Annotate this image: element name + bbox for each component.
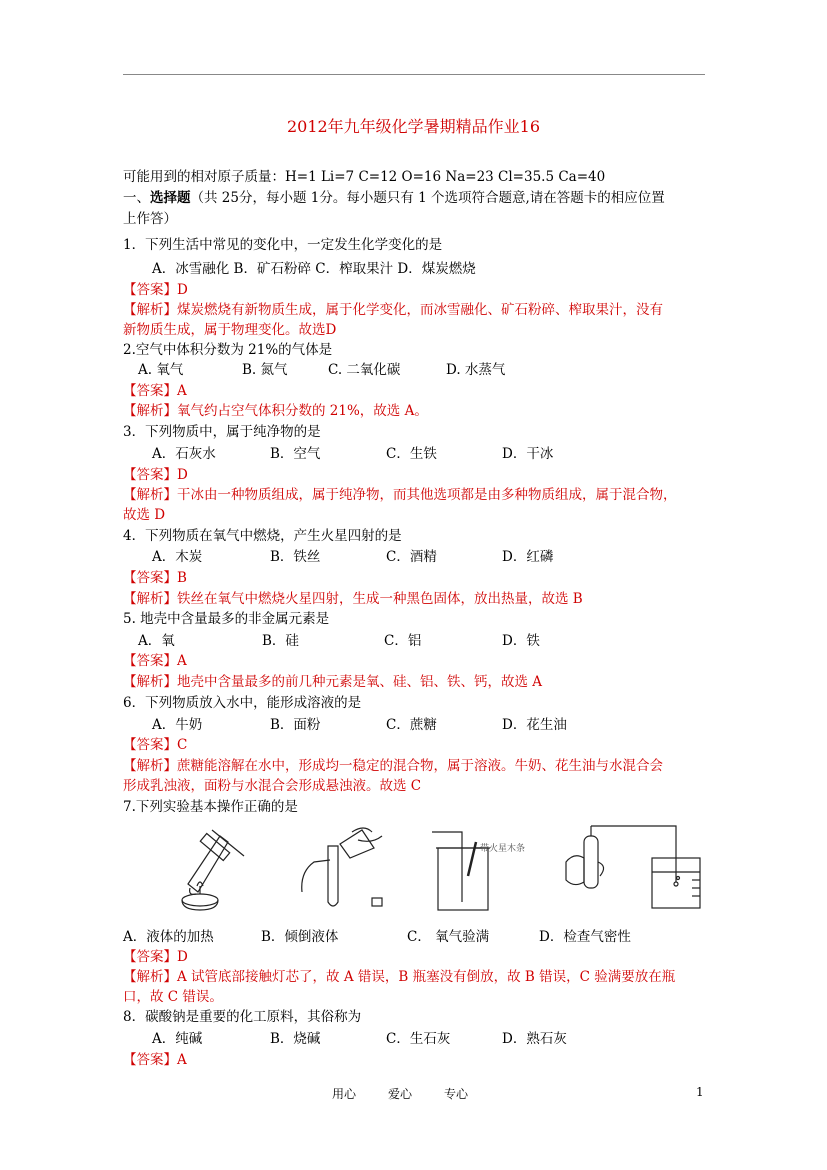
q4-analysis: 【解析】铁丝在氧气中燃烧火星四射，生成一种黑色固体，放出热量，故选 B [123, 591, 583, 607]
q6-analysis-cont: 形成乳浊液，面粉与水混合会形成悬浊液。故选 C [123, 778, 422, 794]
q4-option-b: B．铁丝 [270, 549, 321, 565]
q5-option-d: D．铁 [502, 633, 540, 649]
q7-stem: 7.下列实验基本操作正确的是 [123, 799, 298, 815]
q2-analysis: 【解析】氧气约占空气体积分数的 21%，故选 A。 [123, 403, 428, 419]
q4-option-d: D．红磷 [502, 549, 554, 565]
footer-item: 爱心 [388, 1087, 413, 1101]
q8-option-a: A．纯碱 [152, 1031, 203, 1047]
q4-stem: 4．下列物质在氧气中燃烧，产生火星四射的是 [123, 528, 402, 544]
q5-answer: 【答案】A [123, 653, 187, 669]
q8-option-b: B．烧碱 [270, 1031, 321, 1047]
footer-item: 专心 [444, 1087, 469, 1101]
q7-analysis-cont: 口，故 C 错误。 [123, 989, 223, 1005]
q5-option-c: C．铝 [384, 633, 422, 649]
atomic-masses: 可能用到的相对原子质量：H=1 Li=7 C=12 O=16 Na=23 Cl=35.5 Ca=40 [123, 169, 606, 185]
q3-option-c: C．生铁 [386, 446, 437, 462]
figure-oxygen-test [428, 822, 538, 917]
q6-answer: 【答案】C [123, 737, 188, 753]
q1-options: A．冰雪融化 B．矿石粉碎 C．榨取果汁 D．煤炭燃烧 [152, 261, 476, 277]
figure-heating-liquid [170, 822, 250, 917]
q1-answer: 【答案】D [123, 282, 188, 298]
figure-airtightness [560, 822, 710, 917]
q3-option-d: D．干冰 [502, 446, 554, 462]
q7-option-a: A．液体的加热 [123, 929, 214, 945]
q7-option-b: B．倾倒液体 [261, 929, 339, 945]
q7-analysis: 【解析】A 试管底部接触灯芯了，故 A 错误，B 瓶塞没有倒放，故 B 错误，C 验满要放在瓶 [123, 969, 676, 985]
q5-option-b: B．硅 [262, 633, 299, 649]
q7-option-d: D．检查气密性 [539, 929, 631, 945]
q6-analysis: 【解析】蔗糖能溶解在水中，形成均一稳定的混合物，属于溶液。牛奶、花生油与水混合会 [123, 758, 663, 774]
q1-analysis-cont: 新物质生成，属于物理变化。故选D [123, 322, 337, 338]
q2-option-d: D. 水蒸气 [446, 362, 506, 378]
header-rule [123, 74, 705, 75]
section-desc-cont: 上作答） [123, 211, 177, 227]
q2-stem: 2.空气中体积分数为 21%的气体是 [123, 342, 333, 358]
q7-option-c: C． 氧气验满 [407, 929, 490, 945]
q7-answer: 【答案】D [123, 949, 188, 965]
page-title: 2012年九年级化学暑期精品作业16 [286, 117, 541, 136]
q1-stem: 1．下列生活中常见的变化中，一定发生化学变化的是 [123, 237, 443, 253]
q6-option-a: A．牛奶 [152, 717, 203, 733]
q8-option-d: D．熟石灰 [502, 1031, 567, 1047]
section-prefix: 一、 [123, 190, 150, 206]
q3-analysis-cont: 故选 D [123, 507, 166, 523]
q4-answer: 【答案】B [123, 570, 187, 586]
figure-c-label: 带火星木条 [480, 844, 526, 854]
q8-stem: 8．碳酸钠是重要的化工原料，其俗称为 [123, 1009, 362, 1025]
section-name: 选择题 [150, 190, 191, 206]
q2-option-b: B. 氮气 [242, 362, 288, 378]
q2-answer: 【答案】A [123, 383, 187, 399]
q3-option-a: A．石灰水 [152, 446, 216, 462]
q1-analysis: 【解析】煤炭燃烧有新物质生成，属于化学变化，而冰雪融化、矿石粉碎、榨取果汁，没有 [123, 302, 663, 318]
q2-option-c: C. 二氧化碳 [328, 362, 401, 378]
q6-stem: 6．下列物质放入水中，能形成溶液的是 [123, 695, 362, 711]
q4-option-c: C．酒精 [386, 549, 437, 565]
page-number: 1 [696, 1085, 704, 1099]
q5-stem: 5. 地壳中含量最多的非金属元素是 [123, 611, 330, 627]
q3-analysis: 【解析】干冰由一种物质组成，属于纯净物，而其他选项都是由多种物质组成，属于混合物， [123, 487, 677, 503]
section-desc: （共 25分，每小题 1分。每小题只有 1 个选项符合题意,请在答题卡的相应位置 [190, 190, 665, 206]
q5-analysis: 【解析】地壳中含量最多的前几种元素是氧、硅、铝、铁、钙，故选 A [123, 674, 543, 690]
q2-option-a: A. 氧气 [138, 362, 184, 378]
footer-item: 用心 [332, 1087, 357, 1101]
q3-answer: 【答案】D [123, 467, 188, 483]
q6-option-b: B．面粉 [270, 717, 321, 733]
q5-option-a: A．氧 [138, 633, 175, 649]
q4-option-a: A．木炭 [152, 549, 203, 565]
figure-pouring-liquid [292, 822, 392, 917]
q8-option-c: C．生石灰 [386, 1031, 451, 1047]
q6-option-d: D．花生油 [502, 717, 567, 733]
section-heading [123, 188, 723, 208]
q6-option-c: C．蔗糖 [386, 717, 437, 733]
q3-stem: 3．下列物质中，属于纯净物的是 [123, 424, 321, 440]
q3-option-b: B．空气 [270, 446, 321, 462]
q8-answer: 【答案】A [123, 1052, 187, 1068]
